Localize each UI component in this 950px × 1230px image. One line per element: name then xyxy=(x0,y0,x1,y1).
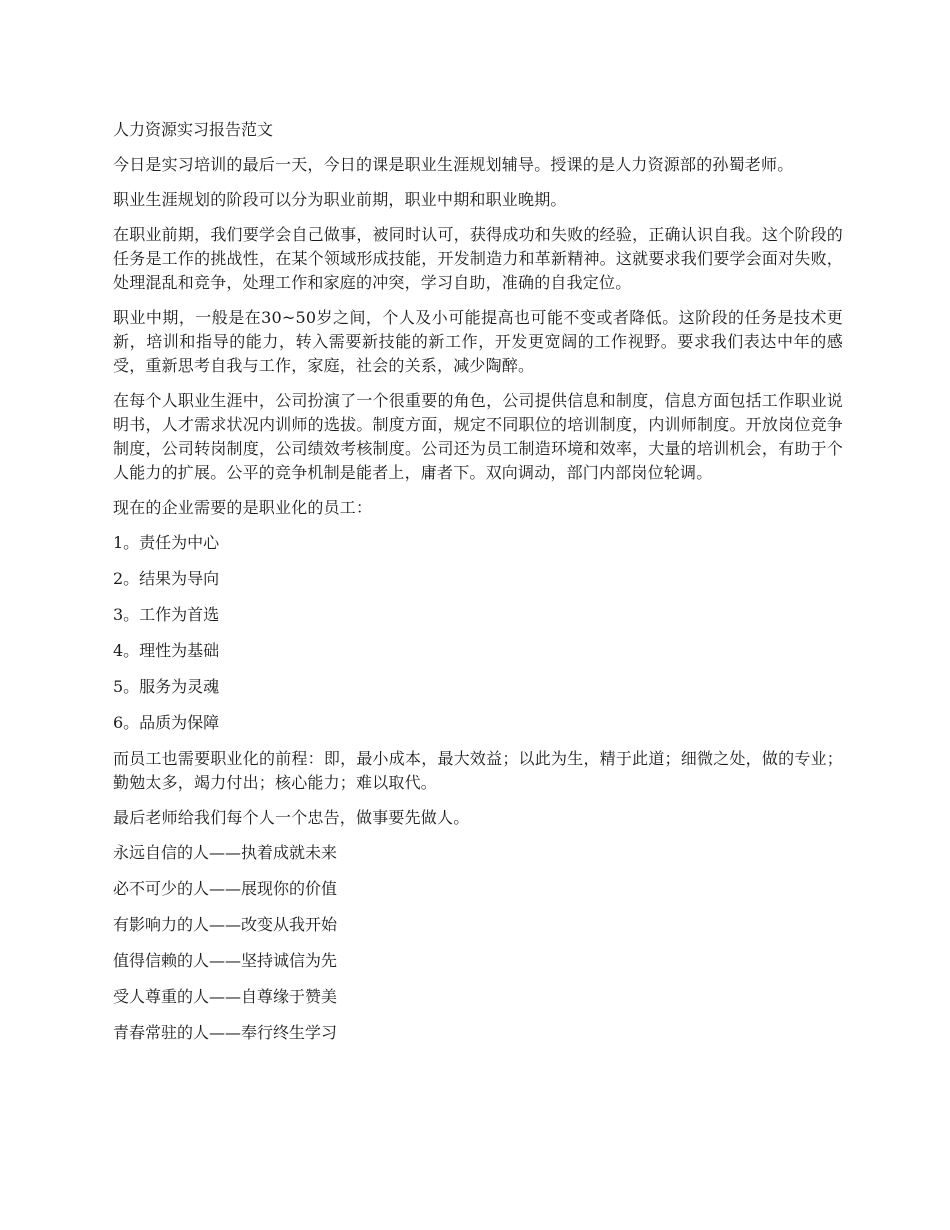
list-item: 2。结果为导向 xyxy=(113,569,220,588)
list-item: 3。工作为首选 xyxy=(113,605,220,624)
paragraph-early-career: 在职业前期，我们要学会自己做事，被同时认可，获得成功和失败的经验，正确认识自我。这个阶段的任务是工作的挑战性，在某个领域形成技能，开发制造力和革新精神。这就要求我们要学会面对失败，处理混乱和竞争，处理工作和家庭的冲突，学习自助，准确的自我定位。 xyxy=(113,225,843,292)
list-item: 6。品质为保障 xyxy=(113,713,220,732)
motto-line: 永远自信的人——执着成就未来 xyxy=(113,843,338,862)
document-page xyxy=(113,118,843,1057)
list-item: 4。理性为基础 xyxy=(113,641,220,660)
paragraph-professional-employees: 现在的企业需要的是职业化的员工： xyxy=(113,498,373,517)
motto-line: 值得信赖的人——坚持诚信为先 xyxy=(113,951,338,970)
list-item: 5。服务为灵魂 xyxy=(113,677,220,696)
motto-line: 青春常驻的人——奉行终生学习 xyxy=(113,1023,338,1042)
paragraph-mid-career: 职业中期，一般是在30~50岁之间，个人及小可能提高也可能不变或者降低。这阶段的任务是技术更新，培训和指导的能力，转入需要新技能的新工作，开发更宽阔的工作视野。要求我们表达中年的感受，重新思考自我与工作，家庭，社会的关系，减少陶醉。 xyxy=(113,308,843,375)
paragraph-employee-career: 而员工也需要职业化的前程：即，最小成本，最大效益；以此为生，精于此道；细微之处，做的专业；勤勉太多，竭力付出；核心能力；难以取代。 xyxy=(113,749,843,792)
list-item: 1。责任为中心 xyxy=(113,533,220,552)
motto-line: 必不可少的人——展现你的价值 xyxy=(113,879,338,898)
paragraph-advice: 最后老师给我们每个人一个忠告，做事要先做人。 xyxy=(113,808,470,827)
motto-line: 有影响力的人——改变从我开始 xyxy=(113,915,338,934)
paragraph-intro: 今日是实习培训的最后一天，今日的课是职业生涯规划辅导。授课的是人力资源部的孙蜀老师。 xyxy=(113,155,794,174)
document-title: 人力资源实习报告范文 xyxy=(113,120,274,139)
paragraph-stages: 职业生涯规划的阶段可以分为职业前期，职业中期和职业晚期。 xyxy=(113,190,567,209)
paragraph-company-role: 在每个人职业生涯中，公司扮演了一个很重要的角色，公司提供信息和制度，信息方面包括工作职业说明书，人才需求状况内训师的选拔。制度方面，规定不同职位的培训制度，内训师制度。开放岗位竞争制度，公司转岗制度，公司绩效考核制度。公司还为员工制造环境和效率，大量的培训机会，有助于个人能力的扩展。公平的竞争机制是能者上，庸者下。双向调动，部门内部岗位轮调。 xyxy=(113,391,843,482)
motto-line: 受人尊重的人——自尊缘于赞美 xyxy=(113,987,338,1006)
